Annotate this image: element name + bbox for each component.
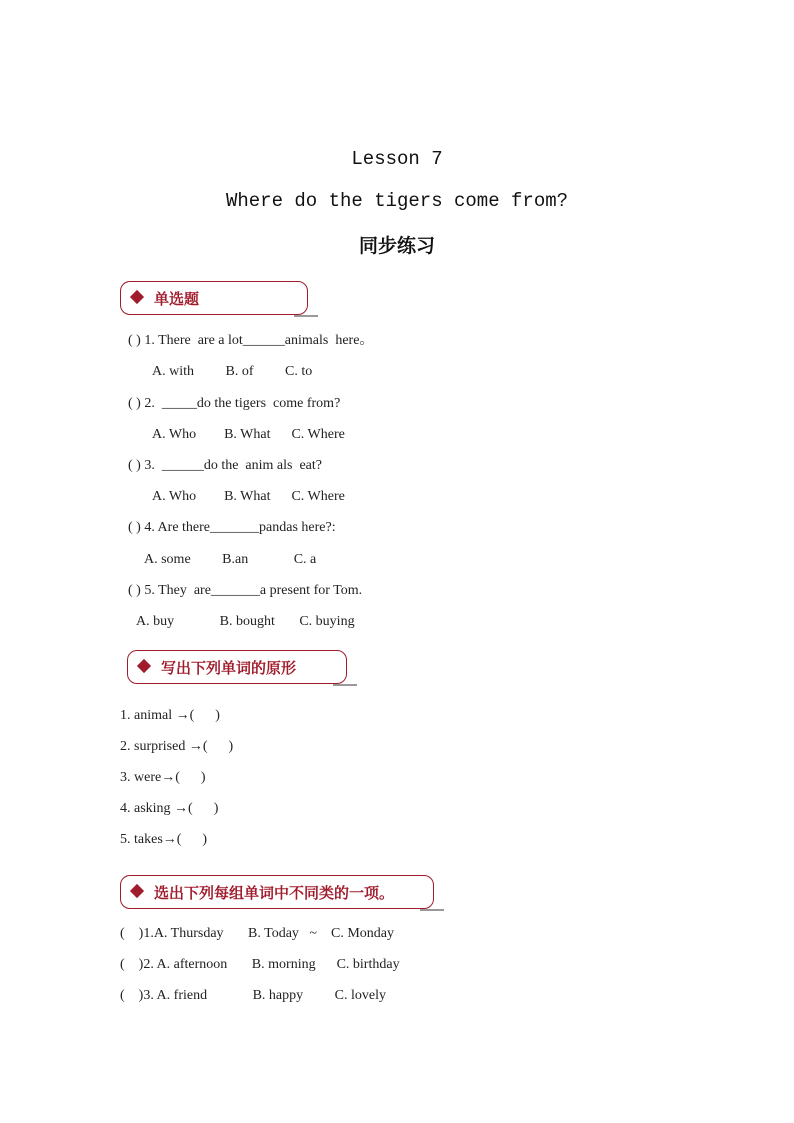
section-title: 单选题 <box>154 290 200 308</box>
section-header-original-form <box>127 650 357 686</box>
section-title: 写出下列单词的原形 <box>161 659 297 677</box>
question-2-options: A. Who B. What C. Where <box>152 427 345 442</box>
section-frame <box>120 281 308 315</box>
question-4: ( ) 4. Are there_______pandas here?: <box>128 520 336 535</box>
word-item-4: 4. asking →( ) <box>120 801 219 816</box>
lesson-title: Lesson 7 <box>351 148 443 170</box>
question-3-options: A. Who B. What C. Where <box>152 489 345 504</box>
lesson-subtitle: Where do the tigers come from? <box>225 190 569 212</box>
question-4-options: A. some B.an C. a <box>144 552 317 567</box>
question-1: ( ) 1. There are a lot______animals here。 <box>128 333 374 348</box>
section-shadow <box>333 684 357 686</box>
question-1-options: A. with B. of C. to <box>152 364 313 379</box>
section-header-odd-one-out <box>120 875 444 911</box>
section-title: 选出下列每组单词中不同类的一项。 <box>154 884 395 902</box>
word-item-5: 5. takes→( ) <box>120 832 208 847</box>
word-item-2: 2. surprised →( ) <box>120 739 234 754</box>
question-5: ( ) 5. They are_______a present for Tom. <box>128 583 363 598</box>
odd-item-1: ( )1.A. Thursday B. Today ~ C. Monday <box>120 926 395 941</box>
section-shadow <box>420 909 444 911</box>
question-2: ( ) 2. _____do the tigers come from? <box>128 396 341 411</box>
section-header-single-choice <box>120 281 318 317</box>
question-3: ( ) 3. ______do the anim als eat? <box>128 458 323 473</box>
word-item-3: 3. were→( ) <box>120 770 206 785</box>
section-shadow <box>294 315 318 317</box>
odd-item-2: ( )2. A. afternoon B. morning C. birthday <box>120 957 400 972</box>
question-5-options: A. buy B. bought C. buying <box>136 614 355 629</box>
word-item-1: 1. animal →( ) <box>120 708 220 723</box>
odd-item-3: ( )3. A. friend B. happy C. lovely <box>120 988 386 1003</box>
exercise-title: 同步练习 <box>358 235 435 257</box>
